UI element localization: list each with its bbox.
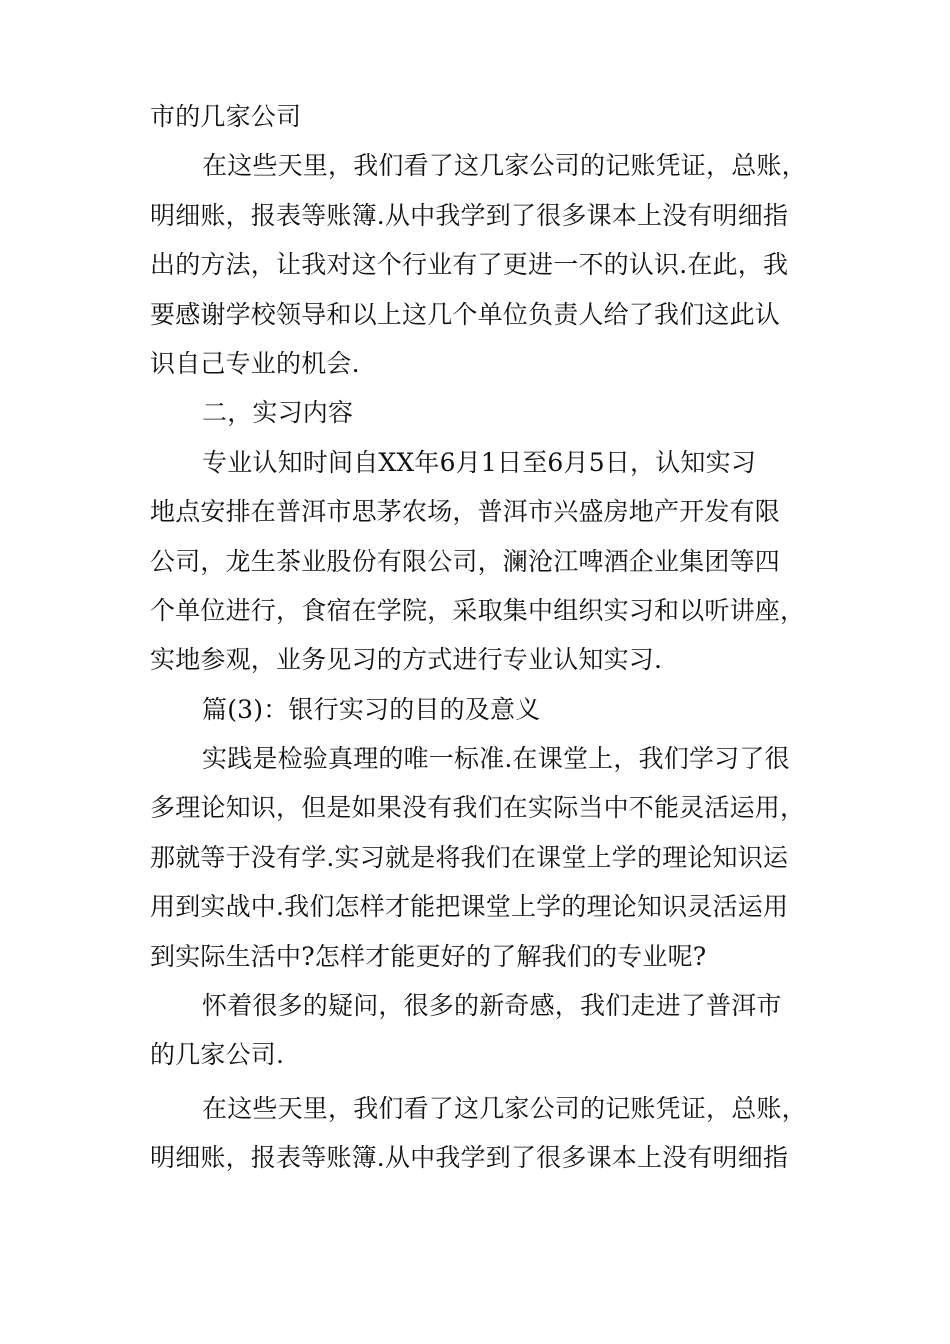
text-line: 怀着很多的疑问，很多的新奇感，我们走进了普洱市 — [202, 991, 782, 1021]
text-line: 个单位进行，食宿在学院，采取集中组织实习和以听讲座， — [150, 595, 806, 625]
text-line: 实践是检验真理的唯一标准.在课堂上，我们学习了很 — [202, 744, 790, 774]
text-line: 在这些天里，我们看了这几家公司的记账凭证，总账， — [202, 1093, 807, 1123]
text-line: 出的方法，让我对这个行业有了更进一不的认识.在此，我 — [150, 250, 789, 280]
text-line: 的几家公司. — [150, 1040, 285, 1070]
text-line: 市的几家公司 — [150, 102, 302, 131]
section-heading: 篇(3)：银行实习的目的及意义 — [202, 694, 541, 724]
document-body — [150, 92, 810, 1183]
text-line: 明细账，报表等账簿.从中我学到了很多课本上没有明细指 — [150, 1143, 789, 1173]
text-line: 实地参观，业务见习的方式进行专业认知实习. — [150, 645, 663, 675]
section-heading: 二，实习内容 — [202, 398, 354, 428]
text-line: 要感谢学校领导和以上这几个单位负责人给了我们这此认 — [150, 299, 781, 329]
text-line: 专业认知时间自XX年6月1日至6月5日，认知实习 — [202, 447, 757, 477]
text-line: 到实际生活中?怎样才能更好的了解我们的专业呢? — [150, 941, 707, 971]
text-line: 那就等于没有学.实习就是将我们在课堂上学的理论知识运 — [150, 842, 789, 872]
text-line: 地点安排在普洱市思茅农场，普洱市兴盛房地产开发有限 — [150, 497, 781, 527]
text-line: 用到实战中.我们怎样才能把课堂上学的理论知识灵活运用 — [150, 892, 789, 922]
text-line: 多理论知识，但是如果没有我们在实际当中不能灵活运用， — [150, 793, 806, 823]
text-line: 公司，龙生茶业股份有限公司，澜沧江啤酒企业集团等四 — [150, 546, 781, 576]
text-line: 识自己专业的机会. — [150, 348, 360, 378]
text-line: 明细账，报表等账簿.从中我学到了很多课本上没有明细指 — [150, 200, 789, 230]
text-line: 在这些天里，我们看了这几家公司的记账凭证，总账， — [202, 151, 807, 181]
